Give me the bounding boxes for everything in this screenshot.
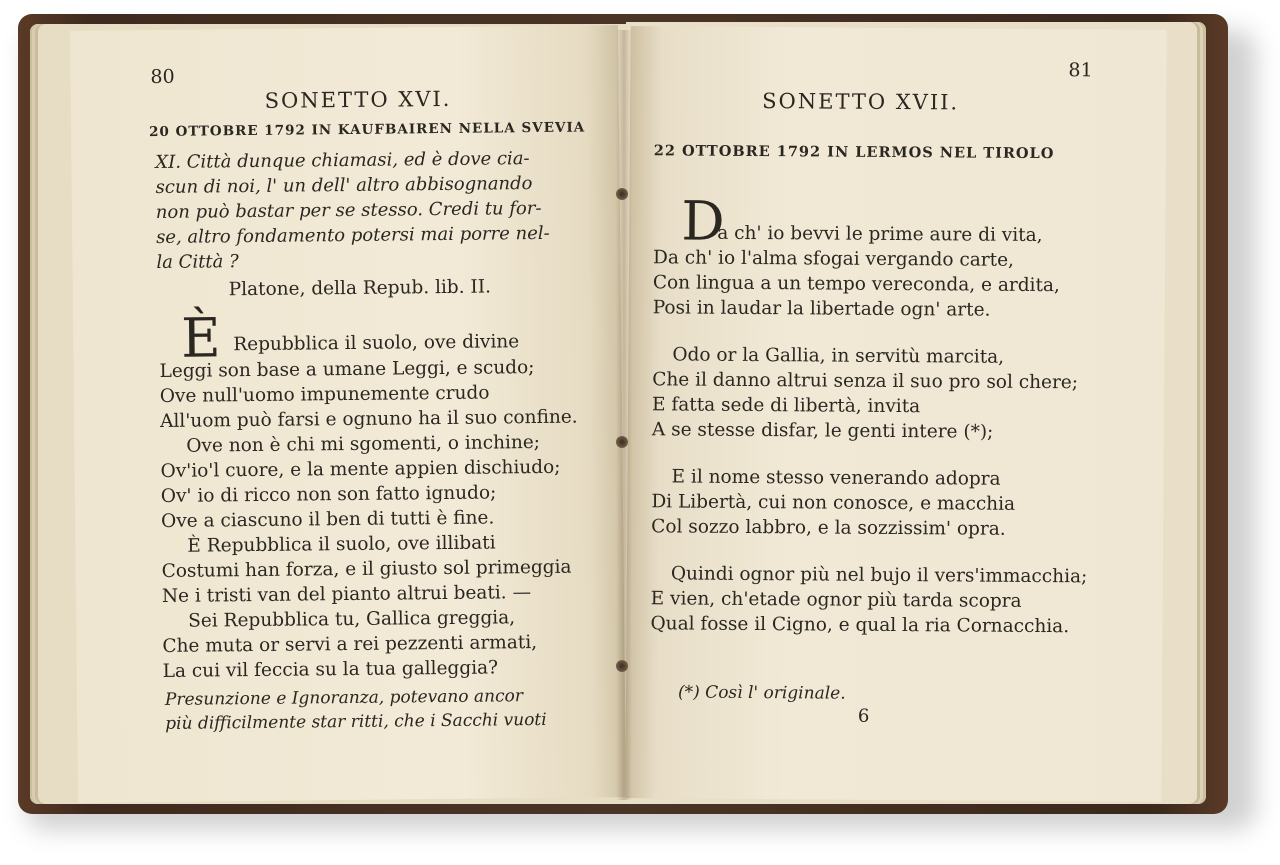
- page-number: 80: [150, 65, 175, 89]
- sonnet-subtitle: 20 OTTOBRE 1792 IN KAUFBAIREN NELLA SVEVIA: [148, 119, 586, 141]
- verse-line: Da ch' io l'alma sfogai vergando carte,: [653, 247, 1015, 271]
- verse-line: Repubblica il suolo, ove divine: [233, 331, 520, 356]
- binding-stitch: [616, 188, 628, 200]
- sonnet-subtitle: 22 OTTOBRE 1792 IN LERMOS NEL TIROLO: [653, 142, 1055, 163]
- footer-note-line: Presunzione e Ignoranza, potevano ancor: [164, 686, 524, 710]
- verse-line: Leggi son base a umane Leggi, e scudo;: [159, 357, 535, 382]
- verse-line: Ove null'uomo impunemente crudo: [159, 382, 490, 407]
- epigraph-line: XI. Città dunque chiamasi, ed è dove cia-: [155, 148, 530, 174]
- verse-line: Col sozzo labbro, e la sozzissim' opra.: [651, 516, 1006, 540]
- verse-line: Che il danno altrui senza il suo pro sol chere;: [652, 369, 1079, 394]
- verse-line: E vien, ch'etade ognor più tarda scopra: [650, 588, 1022, 612]
- epigraph-line: non può bastar per se stesso. Credi tu for-: [155, 197, 542, 224]
- footer-note-line: più difficilmente star ritti, che i Sacchi vuoti: [165, 709, 547, 734]
- verse-line: Con lingua a un tempo vereconda, e ardita,: [652, 272, 1060, 297]
- verse-line: Quindi ognor più nel bujo il vers'immacchia;: [670, 563, 1088, 588]
- verse-line: Ne i tristi van del pianto altrui beati. —: [161, 582, 532, 607]
- verse-line: La cui vil feccia su la tua galleggia?: [162, 657, 499, 682]
- page-number: 81: [1068, 59, 1093, 82]
- epigraph-line: se, altro fondamento potersi mai porre nel-: [156, 222, 550, 248]
- drop-cap: È: [180, 306, 221, 370]
- sonnet-title: SONETTO XVII.: [762, 89, 960, 115]
- epigraph-attribution: Platone, della Repub. lib. II.: [228, 276, 492, 301]
- verse-line: È Repubblica il suolo, ove illibati: [187, 532, 496, 557]
- verse-line: All'uom può farsi e ognuno ha il suo confine.: [159, 406, 578, 432]
- verse-line: Di Libertà, cui non conosce, e macchia: [651, 491, 1016, 515]
- book-gutter: [616, 30, 632, 800]
- verse-line: A se stesse disfar, le genti intere (*);: [651, 419, 994, 443]
- signature-mark: 6: [857, 705, 870, 727]
- left-page: [70, 25, 626, 803]
- verse-line: Costumi han forza, e il giusto sol primeggia: [161, 556, 572, 582]
- verse-line: Qual fosse il Cigno, e qual la ria Cornacchia.: [650, 613, 1070, 638]
- verse-line: Posi in laudar la libertade ogn' arte.: [652, 297, 991, 321]
- epigraph-line: la Città ?: [156, 251, 239, 273]
- verse-line: a ch' io bevvi le prime aure di vita,: [717, 222, 1043, 247]
- epigraph-line: scun di noi, l' un dell' altro abbisognando: [155, 173, 533, 199]
- verse-line: Che muta or servi a rei pezzenti armati,: [162, 632, 538, 657]
- verse-line: Ov' io di ricco non son fatto ignudo;: [160, 482, 497, 507]
- verse-line: Ove non è chi mi sgomenti, o inchine;: [186, 431, 541, 457]
- right-page: [625, 26, 1166, 802]
- verse-line: E fatta sede di libertà, invita: [651, 394, 921, 418]
- binding-stitch: [616, 660, 628, 672]
- binding-stitch: [616, 436, 628, 448]
- verse-line: E il nome stesso venerando adopra: [671, 466, 1001, 490]
- footnote: (*) Così l' originale.: [677, 682, 846, 704]
- sonnet-title: SONETTO XVI.: [264, 86, 452, 113]
- verse-line: Sei Repubblica tu, Gallica greggia,: [188, 607, 516, 632]
- verse-line: Ove a ciascuno il ben di tutti è fine.: [161, 507, 495, 532]
- drop-cap: D: [681, 189, 725, 253]
- verse-line: Ov'io'l cuore, e la mente appien dischiudo;: [160, 456, 561, 482]
- verse-line: Odo or la Gallia, in servitù marcita,: [672, 344, 1005, 368]
